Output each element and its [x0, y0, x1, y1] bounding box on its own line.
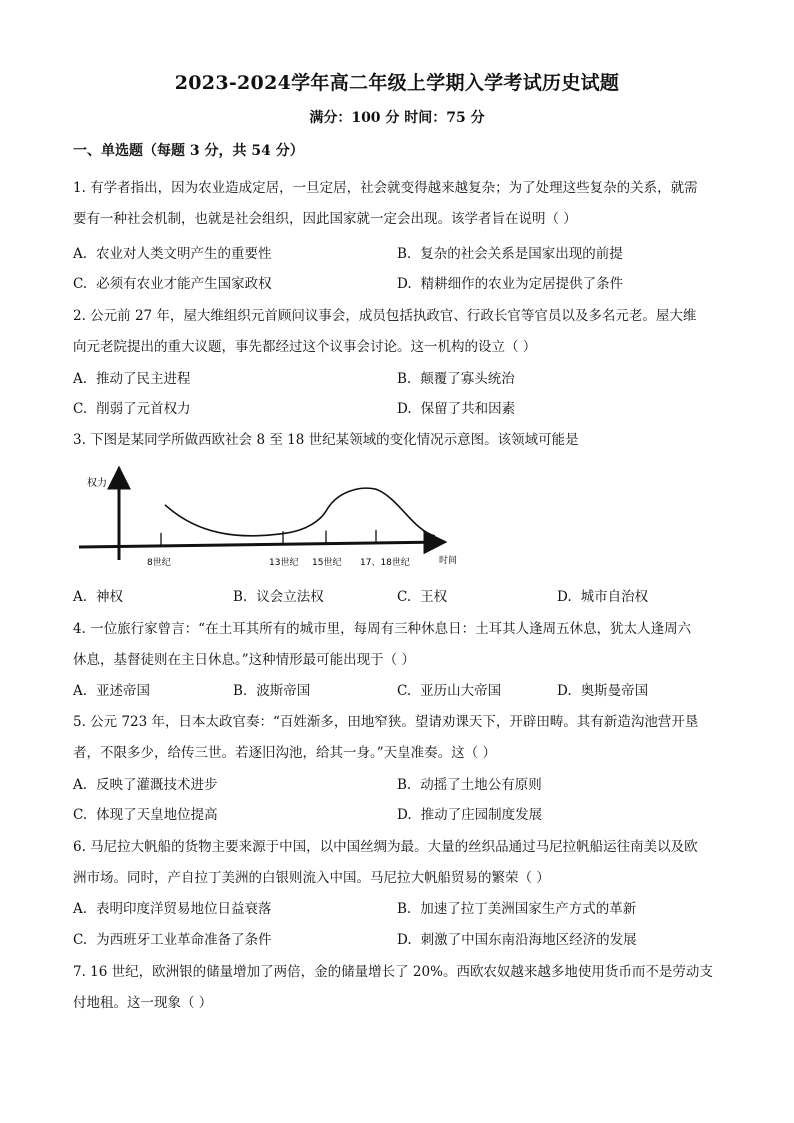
question-4-option-b: B. 波斯帝国: [233, 683, 311, 699]
question-2-stem-line-2: 向元老院提出的重大议题，事先都经过这个议事会讨论。这一机构的设立（ ）: [73, 339, 537, 355]
question-5-option-c: C. 体现了天皇地位提高: [73, 807, 218, 823]
question-6-option-d: D. 刺激了中国东南沿海地区经济的发展: [397, 932, 637, 948]
question-1-option-a: A. 农业对人类文明产生的重要性: [73, 246, 272, 262]
question-5-option-d: D. 推动了庄园制度发展: [397, 807, 543, 823]
question-1-stem-line-1: 1. 有学者指出，因为农业造成定居，一旦定居，社会就变得越来越复杂；为了处理这些复杂的关系，就需: [73, 180, 698, 196]
question-7-stem-line-1: 7. 16 世纪，欧洲银的储量增加了两倍，金的储量增长了 20%。西欧农奴越来越多地使用货币而不是劳动支: [73, 964, 713, 980]
question-1-option-c: C. 必须有农业才能产生国家政权: [73, 276, 272, 292]
question-4-stem-line-1: 4. 一位旅行家曾言：“在土耳其所有的城市里，每周有三种休息日：土耳其人逢周五休息，犹太人逢周六: [73, 621, 692, 637]
question-3-option-b: B. 议会立法权: [233, 589, 324, 605]
question-4-option-a: A. 亚述帝国: [73, 683, 151, 699]
x-tick-label-1: 8世纪: [147, 558, 171, 568]
question-2-option-d: D. 保留了共和因素: [397, 401, 516, 417]
question-4-option-d: D. 奥斯曼帝国: [557, 683, 649, 699]
question-1-option-d: D. 精耕细作的农业为定居提供了条件: [397, 276, 624, 292]
question-2-option-c: C. 削弱了元首权力: [73, 401, 191, 417]
question-5-stem-line-2: 者，不限多少，给传三世。若逐旧沟池，给其一身。”天皇准奏。这（ ）: [73, 745, 496, 761]
score-time-info: 满分：100 分 时间：75 分: [309, 110, 485, 126]
x-tick-label-4: 17、18世纪: [360, 558, 410, 568]
question-6-stem-line-2: 洲市场。同时，产自拉丁美洲的白银则流入中国。马尼拉大帆船贸易的繁荣（ ）: [73, 870, 550, 886]
x-axis-ticks: [147, 530, 410, 568]
question-5-option-b: B. 动摇了土地公有原则: [397, 777, 542, 793]
x-axis: [79, 542, 445, 547]
trend-curve: [165, 488, 435, 536]
y-axis-label: 权力: [87, 478, 107, 489]
question-2-stem-line-1: 2. 公元前 27 年，屋大维组织元首顾问议事会，成员包括执政官、行政长官等官员以及多名元老。屋大维: [73, 308, 697, 324]
question-5-stem-line-1: 5. 公元 723 年，日本太政官奏：“百姓渐多，田地窄狭。望请劝课天下，开辟田畴。其有新造沟池营开垦: [73, 714, 699, 730]
question-6-option-a: A. 表明印度洋贸易地位日益衰落: [73, 901, 272, 917]
question-1-stem-line-2: 要有一种社会机制，也就是社会组织，因此国家就一定会出现。该学者旨在说明（ ）: [73, 211, 577, 227]
page-title: 2023-2024学年高二年级上学期入学考试历史试题: [174, 72, 620, 94]
power-change-chart: [73, 462, 458, 577]
question-6-option-c: C. 为西班牙工业革命准备了条件: [73, 932, 272, 948]
question-5-option-a: A. 反映了灌溉技术进步: [73, 777, 218, 793]
question-4-stem-line-2: 休息，基督徒则在主日休息。”这种情形最可能出现于（ ）: [73, 652, 415, 668]
question-3-option-c: C. 王权: [397, 589, 448, 605]
question-4-option-c: C. 亚历山大帝国: [397, 683, 502, 699]
section-heading: 一、单选题（每题 3 分，共 54 分）: [73, 143, 304, 159]
question-1-option-b: B. 复杂的社会关系是国家出现的前提: [397, 246, 623, 262]
question-7-stem-line-2: 付地租。这一现象（ ）: [73, 995, 213, 1011]
question-6-option-b: B. 加速了拉丁美洲国家生产方式的革新: [397, 901, 637, 917]
x-tick-label-3: 15世纪: [312, 558, 342, 568]
x-tick-label-2: 13世纪: [269, 558, 299, 568]
question-3-stem-line-1: 3. 下图是某同学所做西欧社会 8 至 18 世纪某领域的变化情况示意图。该领域可能是: [73, 432, 579, 448]
x-axis-label: 时间: [439, 556, 458, 566]
question-2-option-a: A. 推动了民主进程: [73, 371, 191, 387]
question-3-option-d: D. 城市自治权: [557, 589, 649, 605]
question-2-option-b: B. 颠覆了寡头统治: [397, 371, 515, 387]
question-3-option-a: A. 神权: [73, 589, 124, 605]
question-6-stem-line-1: 6. 马尼拉大帆船的货物主要来源于中国，以中国丝绸为最。大量的丝织品通过马尼拉帆船运往南美以及欧: [73, 839, 698, 855]
